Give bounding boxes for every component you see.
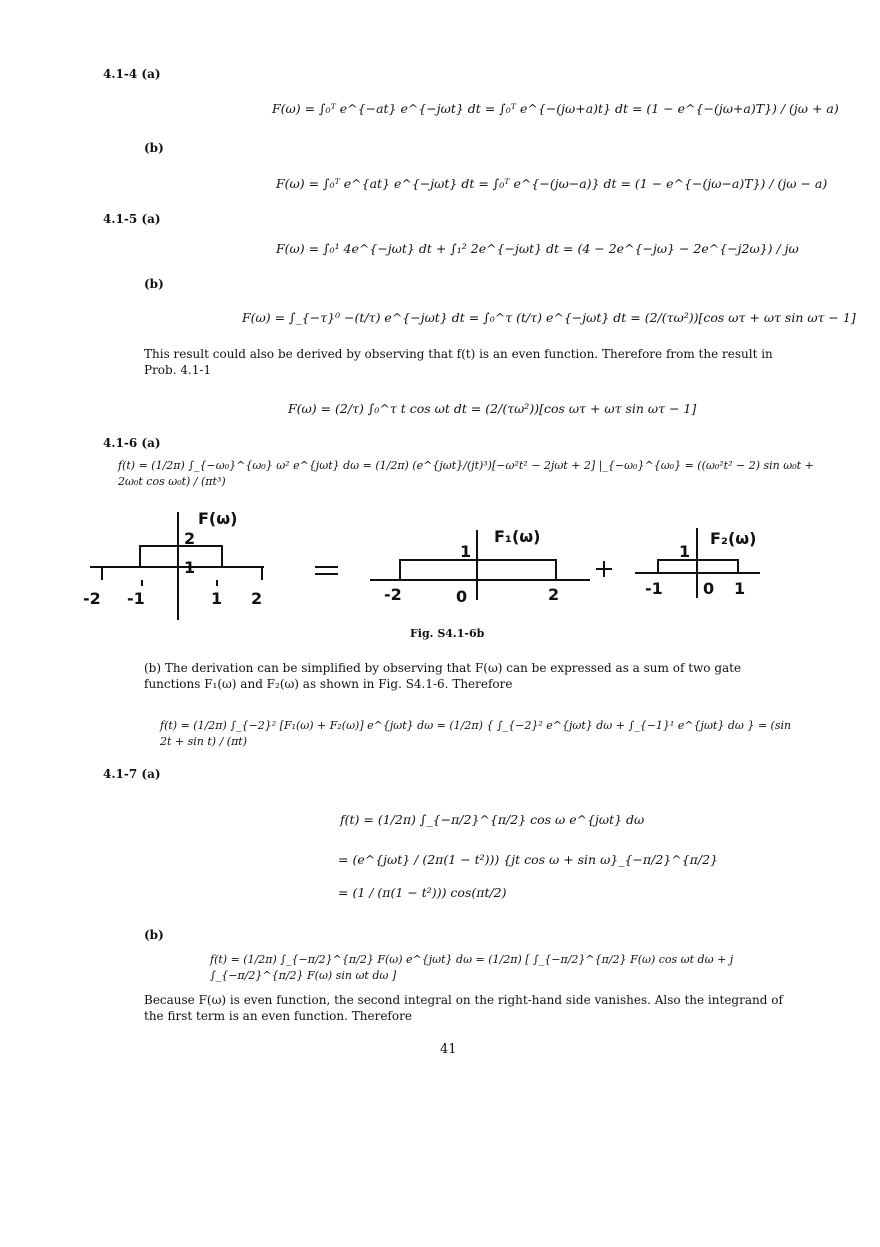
fig1-xm2-label: -2 [83,589,101,608]
label-4-1-7a: 4.1-7 (a) [103,767,161,781]
equation-4-1-4b: F(ω) = ∫₀ᵀ e^{at} e^{−jωt} dt = ∫₀ᵀ e^{−(jω−a)} dt = (1 − e^{−(jω−a)T}) / (jω − a) [276,176,828,191]
fig1-x1-label: 1 [211,589,223,608]
paragraph-even-integrand: Because F(ω) is even function, the second integral on the right-hand side vanishes. Also the integrand of the first term is an even function. Therefore [144,993,783,1023]
equation-even-result: F(ω) = (2/τ) ∫₀^τ t cos ωt dt = (2/(τω²))[cos ωτ + ωτ sin ωτ − 1] [288,401,697,416]
equation-4-1-7a-line3: = (1 / (π(1 − t²))) cos(πt/2) [338,885,507,900]
fig1-xm1-label: -1 [127,589,145,608]
page-number: 41 [440,1042,457,1057]
fig3-y1-label: 1 [679,542,691,561]
equation-4-1-7a-line2: = (e^{jωt} / (2π(1 − t²))) {jt cos ω + sin ω}_{−π/2}^{π/2} [338,852,718,867]
equation-4-1-6b: f(t) = (1/2π) ∫_{−2}² [F₁(ω) + F₂(ω)] e^{jωt} dω = (1/2π) { ∫_{−2}² e^{jωt} dω + ∫_{−1}¹ e^{jωt} dω } = (sin 2t + sin t) / (πt) [160,719,792,748]
label-4-1-5b: (b) [144,277,164,291]
equation-4-1-5b: F(ω) = ∫_{−τ}⁰ −(t/τ) e^{−jωt} dt = ∫₀^τ (t/τ) e^{−jωt} dt = (2/(τω²))[cos ωτ + ωτ sin ωτ − 1] [242,310,856,325]
fig3-title: F₂(ω) [710,529,757,548]
equation-4-1-7b: f(t) = (1/2π) ∫_{−π/2}^{π/2} F(ω) e^{jωt} dω = (1/2π) [ ∫_{−π/2}^{π/2} F(ω) cos ωt dω + j ∫_{−π/2}^{π/2} F(ω) sin ωt dω ] [210,953,734,982]
label-4-1-4a: 4.1-4 (a) [103,67,161,81]
fig1-y1-label: 1 [184,558,196,577]
fig3-x0-label: 0 [703,579,715,598]
paragraph-gate-functions: (b) The derivation can be simplified by observing that F(ω) can be expressed as a sum of two gate functions F₁(ω) and F₂(ω) as shown in Fig. S4.1-6. Therefore [144,661,742,691]
figure-caption: Fig. S4.1-6b [410,627,485,640]
label-4-1-7b: (b) [144,928,164,942]
equation-4-1-5a: F(ω) = ∫₀¹ 4e^{−jωt} dt + ∫₁² 2e^{−jωt} dt = (4 − 2e^{−jω} − 2e^{−j2ω}) / jω [276,241,799,256]
fig2-x0-label: 0 [456,587,468,606]
equation-4-1-7a-line1: f(t) = (1/2π) ∫_{−π/2}^{π/2} cos ω e^{jωt} dω [340,812,645,827]
fig2-x2-label: 2 [548,585,560,604]
fig3-xm1-label: -1 [645,579,663,598]
fig2-y1-label: 1 [460,542,472,561]
label-4-1-4b: (b) [144,141,164,155]
label-4-1-6a: 4.1-6 (a) [103,436,161,450]
fig2-xm2-label: -2 [384,585,402,604]
label-4-1-5a: 4.1-5 (a) [103,212,161,226]
fig1-y2-label: 2 [184,529,196,548]
fig1-x2-label: 2 [251,589,263,608]
fig3-x1-label: 1 [734,579,746,598]
equation-4-1-4a: F(ω) = ∫₀ᵀ e^{−at} e^{−jωt} dt = ∫₀ᵀ e^{−(jω+a)t} dt = (1 − e^{−(jω+a)T}) / (jω + a) [272,101,839,116]
equation-4-1-6a: f(t) = (1/2π) ∫_{−ω₀}^{ω₀} ω² e^{jωt} dω = (1/2π) (e^{jωt}/(jt)³)[−ω²t² − 2jωt + 2] |_{−ω₀}^{ω₀} = ((ω₀²t² − 2) sin ω₀t + 2ω₀t cos ω₀t) / (πt³) [118,459,814,488]
fig2-title: F₁(ω) [494,527,541,546]
paragraph-even-function: This result could also be derived by observing that f(t) is an even function. Therefore from the result in Prob. 4.1-1 [144,347,773,377]
fig1-title: F(ω) [198,509,238,528]
